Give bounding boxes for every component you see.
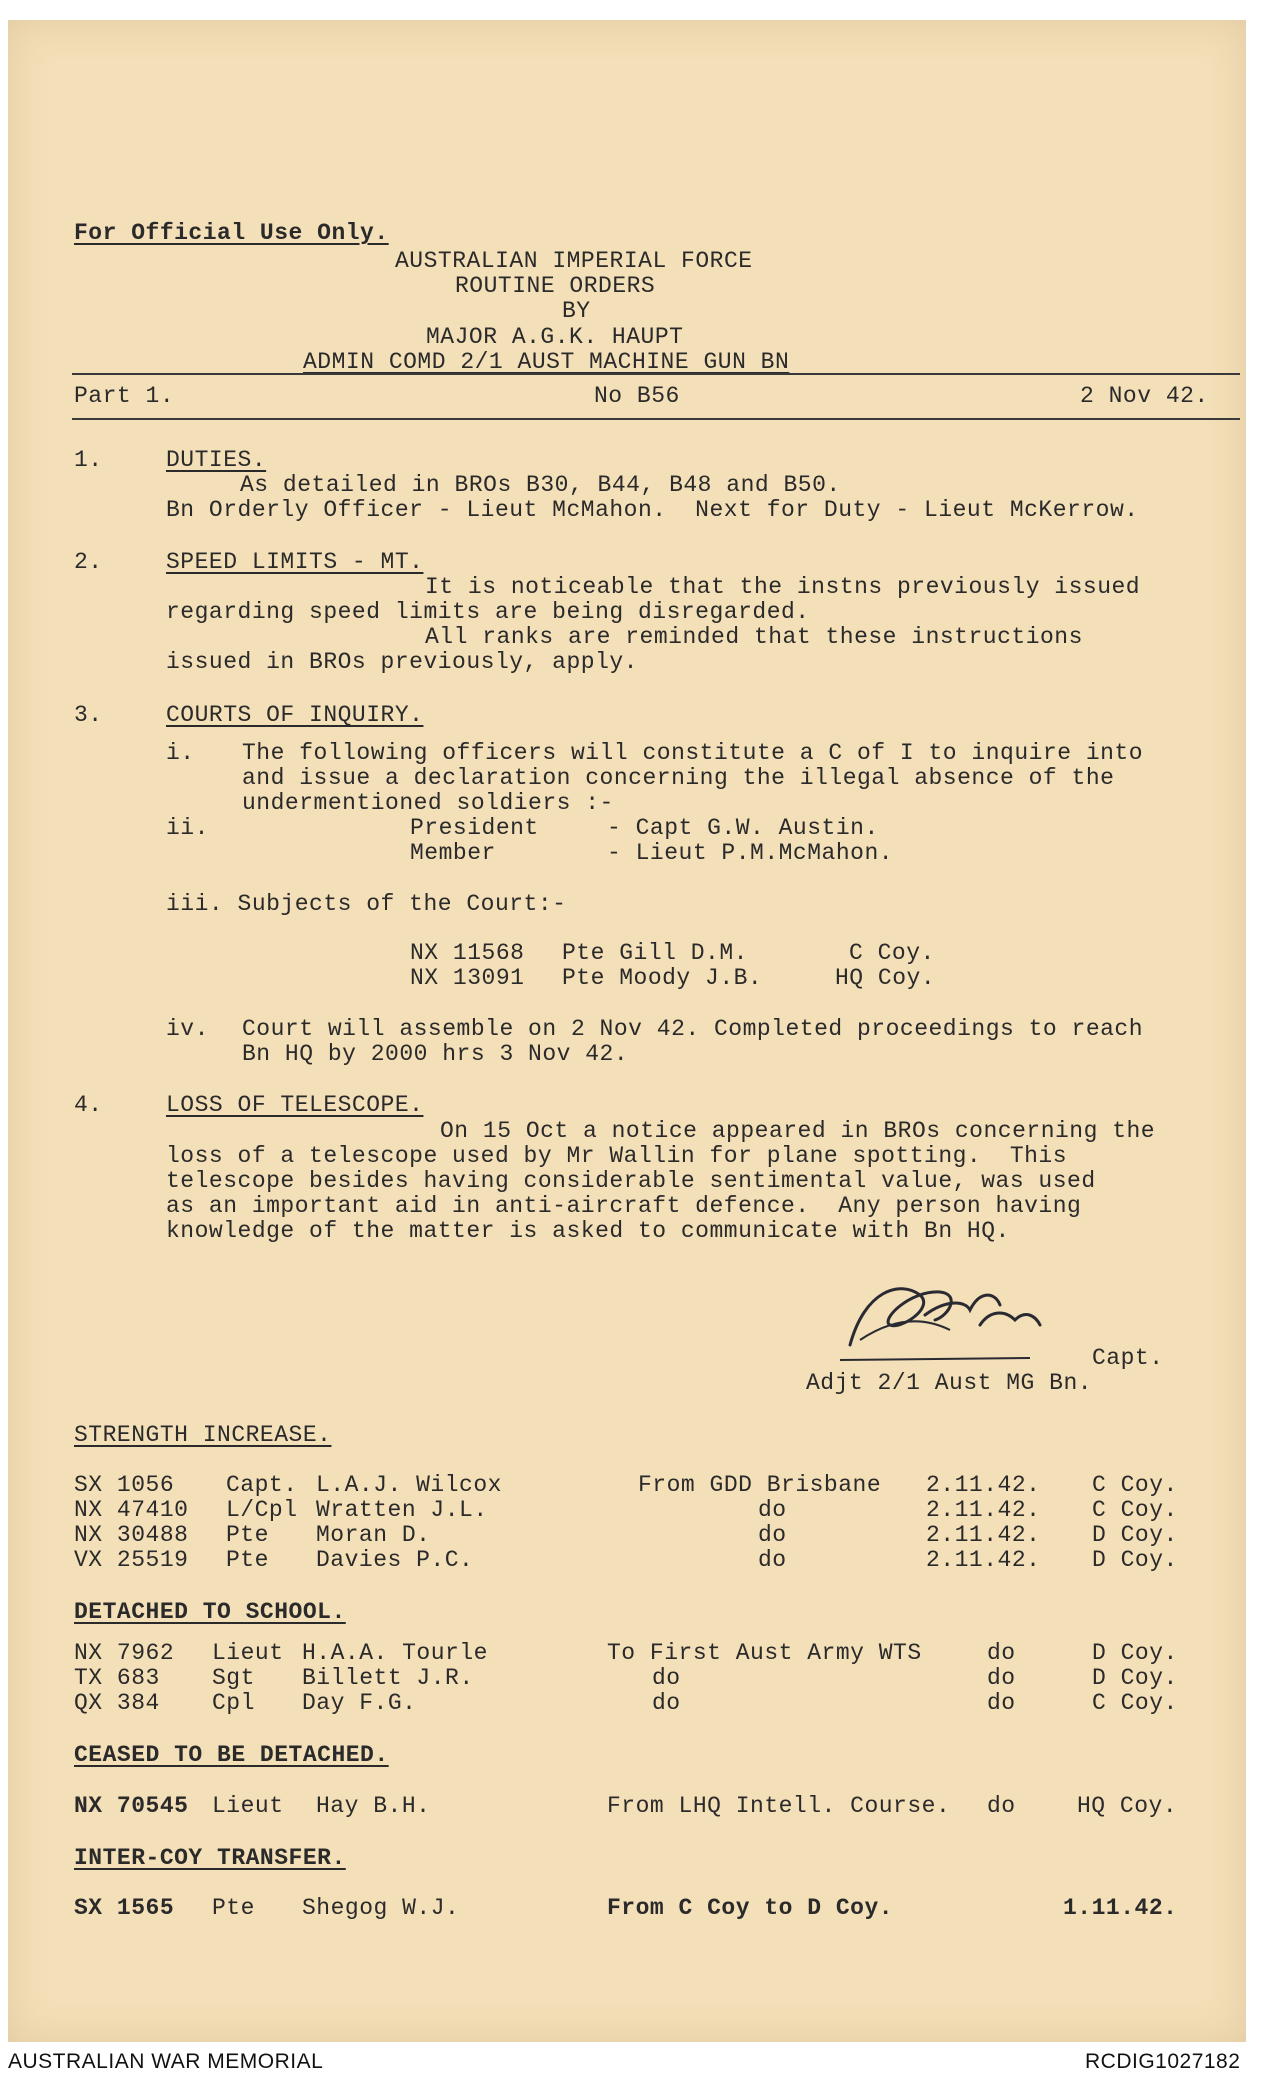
strength-increase-title: STRENGTH INCREASE. <box>74 1422 332 1448</box>
section-3-i-line-1: The following officers will constitute a C of I to inquire into <box>242 740 1144 766</box>
section-2-number: 2. <box>74 549 103 575</box>
strength-row-2-name: Wratten J.L. <box>316 1497 488 1523</box>
strength-row-2-date: 2.11.42. <box>926 1497 1041 1523</box>
strength-row-1-name: L.A.J. Wilcox <box>316 1472 502 1498</box>
detached-row-3-coy: C Coy. <box>1092 1690 1178 1716</box>
section-3-i-line-2: and issue a declaration concerning the illegal absence of the <box>242 765 1115 791</box>
header-rule-top <box>72 373 1240 375</box>
header-rule-bottom <box>72 418 1240 420</box>
detached-row-3-rank: Cpl <box>212 1690 255 1716</box>
detached-row-1-rank: Lieut <box>212 1640 284 1666</box>
section-1-line-2: Bn Orderly Officer - Lieut McMahon. Next for Duty - Lieut McKerrow. <box>166 497 1139 523</box>
transfer-title: INTER-COY TRANSFER. <box>74 1845 346 1871</box>
strength-row-4-number: VX 25519 <box>74 1547 189 1573</box>
heading-line-5: ADMIN COMD 2/1 AUST MACHINE GUN BN <box>303 349 790 375</box>
strength-row-3-date: 2.11.42. <box>926 1522 1041 1548</box>
ceased-title: CEASED TO BE DETACHED. <box>74 1742 389 1768</box>
strength-row-3-coy: D Coy. <box>1092 1522 1178 1548</box>
detached-row-2-to: do <box>652 1665 681 1691</box>
president-name: - Capt G.W. Austin. <box>607 815 879 841</box>
transfer-number: SX 1565 <box>74 1895 175 1921</box>
strength-row-3-rank: Pte <box>226 1522 269 1548</box>
strength-row-1-rank: Capt. <box>226 1472 298 1498</box>
strength-row-1-number: SX 1056 <box>74 1472 175 1498</box>
handwritten-signature <box>830 1270 1060 1370</box>
subject-2-number: NX 13091 <box>410 965 525 991</box>
transfer-from: From C Coy to D Coy. <box>607 1895 894 1921</box>
detached-row-1-coy: D Coy. <box>1092 1640 1178 1666</box>
section-3-i-line-3: undermentioned soldiers :- <box>242 790 614 816</box>
section-3-number: 3. <box>74 702 103 728</box>
section-4-line-3: telescope besides having considerable sentimental value, was used <box>166 1168 1096 1194</box>
section-2-title: SPEED LIMITS - MT. <box>166 549 424 575</box>
section-3-iv-number: iv. <box>166 1016 209 1042</box>
detached-row-1-number: NX 7962 <box>74 1640 175 1666</box>
transfer-date: 1.11.42. <box>1063 1895 1178 1921</box>
ceased-date: do <box>987 1793 1016 1819</box>
section-2-line-1: It is noticeable that the instns previously issued <box>425 574 1141 600</box>
section-3-title: COURTS OF INQUIRY. <box>166 702 424 728</box>
signature-rank: Capt. <box>1092 1345 1164 1371</box>
heading-line-4: MAJOR A.G.K. HAUPT <box>426 324 684 350</box>
ceased-name: Hay B.H. <box>316 1793 431 1819</box>
strength-row-4-date: 2.11.42. <box>926 1547 1041 1573</box>
section-1-number: 1. <box>74 447 103 473</box>
detached-row-2-coy: D Coy. <box>1092 1665 1178 1691</box>
strength-row-4-name: Davies P.C. <box>316 1547 474 1573</box>
detached-row-3-to: do <box>652 1690 681 1716</box>
strength-row-3-name: Moran D. <box>316 1522 431 1548</box>
detached-row-2-date: do <box>987 1665 1016 1691</box>
section-3-i-number: i. <box>166 740 195 766</box>
subject-1-coy: C Coy. <box>849 940 935 966</box>
strength-row-1-from: From GDD Brisbane <box>638 1472 882 1498</box>
section-4-line-1: On 15 Oct a notice appeared in BROs concerning the <box>440 1118 1156 1144</box>
section-1-title: DUTIES. <box>166 447 267 473</box>
strength-row-4-coy: D Coy. <box>1092 1547 1178 1573</box>
ceased-from: From LHQ Intell. Course. <box>607 1793 951 1819</box>
section-2-line-3: All ranks are reminded that these instructions <box>425 624 1083 650</box>
official-use-heading: For Official Use Only. <box>74 220 389 246</box>
detached-row-3-name: Day F.G. <box>302 1690 417 1716</box>
signature-title: Adjt 2/1 Aust MG Bn. <box>806 1370 1093 1396</box>
detached-row-1-date: do <box>987 1640 1016 1666</box>
section-4-title: LOSS OF TELESCOPE. <box>166 1092 424 1118</box>
section-4-number: 4. <box>74 1092 103 1118</box>
section-4-line-4: as an important aid in anti-aircraft defence. Any person having <box>166 1193 1082 1219</box>
part-label: Part 1. <box>74 383 175 409</box>
subject-2-coy: HQ Coy. <box>835 965 936 991</box>
president-label: President <box>410 815 539 841</box>
heading-line-3: BY <box>562 298 591 324</box>
order-number: No B56 <box>594 383 680 409</box>
strength-row-3-number: NX 30488 <box>74 1522 189 1548</box>
strength-row-2-coy: C Coy. <box>1092 1497 1178 1523</box>
section-4-line-2: loss of a telescope used by Mr Wallin for plane spotting. This <box>166 1143 1068 1169</box>
section-3-iv-line-1: Court will assemble on 2 Nov 42. Completed proceedings to reach <box>242 1016 1144 1042</box>
ceased-rank: Lieut <box>212 1793 284 1819</box>
transfer-rank: Pte <box>212 1895 255 1921</box>
subject-2-name: Pte Moody J.B. <box>562 965 763 991</box>
strength-row-2-rank: L/Cpl <box>226 1497 298 1523</box>
member-label: Member <box>410 840 496 866</box>
member-name: - Lieut P.M.McMahon. <box>607 840 894 866</box>
section-3-iii: iii. Subjects of the Court:- <box>166 891 567 917</box>
detached-row-2-name: Billett J.R. <box>302 1665 474 1691</box>
footer-reference: RCDIG1027182 <box>1085 2050 1241 2073</box>
strength-row-2-from: do <box>758 1497 787 1523</box>
detached-row-2-rank: Sgt <box>212 1665 255 1691</box>
section-4-line-5: knowledge of the matter is asked to communicate with Bn HQ. <box>166 1218 1010 1244</box>
detached-row-3-number: QX 384 <box>74 1690 160 1716</box>
strength-row-1-coy: C Coy. <box>1092 1472 1178 1498</box>
heading-line-2: ROUTINE ORDERS <box>455 273 656 299</box>
order-date: 2 Nov 42. <box>1080 383 1209 409</box>
transfer-name: Shegog W.J. <box>302 1895 460 1921</box>
detached-row-1-to: To First Aust Army WTS <box>607 1640 922 1666</box>
ceased-coy: HQ Coy. <box>1077 1793 1178 1819</box>
section-3-ii-number: ii. <box>166 815 209 841</box>
strength-row-1-date: 2.11.42. <box>926 1472 1041 1498</box>
strength-row-4-rank: Pte <box>226 1547 269 1573</box>
footer-credit: AUSTRALIAN WAR MEMORIAL <box>8 2050 324 2073</box>
strength-row-4-from: do <box>758 1547 787 1573</box>
ceased-number: NX 70545 <box>74 1793 189 1819</box>
section-2-line-4: issued in BROs previously, apply. <box>166 649 638 675</box>
detached-row-2-number: TX 683 <box>74 1665 160 1691</box>
subject-1-name: Pte Gill D.M. <box>562 940 748 966</box>
strength-row-2-number: NX 47410 <box>74 1497 189 1523</box>
detached-row-3-date: do <box>987 1690 1016 1716</box>
section-2-line-2: regarding speed limits are being disregarded. <box>166 599 810 625</box>
heading-line-1: AUSTRALIAN IMPERIAL FORCE <box>395 248 753 274</box>
section-1-line-1: As detailed in BROs B30, B44, B48 and B50. <box>240 472 841 498</box>
detached-title: DETACHED TO SCHOOL. <box>74 1599 346 1625</box>
subject-1-number: NX 11568 <box>410 940 525 966</box>
detached-row-1-name: H.A.A. Tourle <box>302 1640 488 1666</box>
section-3-iv-line-2: Bn HQ by 2000 hrs 3 Nov 42. <box>242 1041 629 1067</box>
strength-row-3-from: do <box>758 1522 787 1548</box>
